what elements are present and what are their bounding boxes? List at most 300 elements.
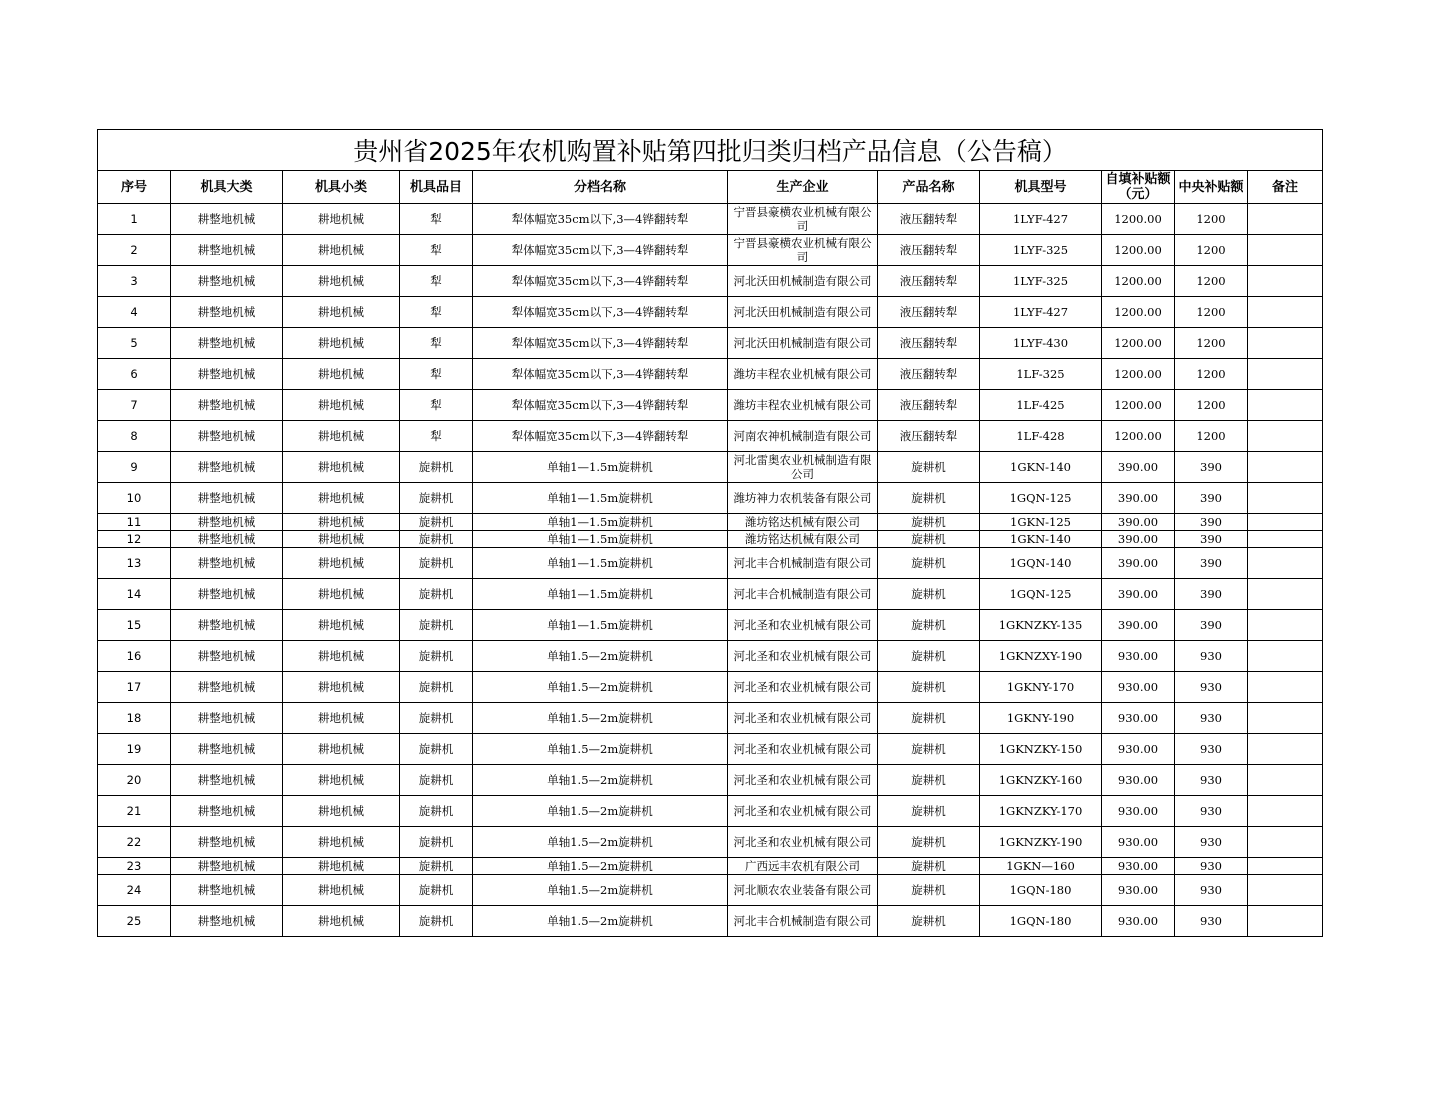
cell-subcategory: 耕地机械 (283, 827, 400, 858)
table-row (98, 297, 1323, 328)
cell-item: 旋耕机 (400, 531, 473, 548)
cell-note (1248, 672, 1323, 703)
cell-product: 液压翻转犁 (878, 421, 980, 452)
cell-self-subsidy: 1200.00 (1102, 204, 1175, 235)
table-row (98, 452, 1323, 483)
cell-item: 旋耕机 (400, 672, 473, 703)
cell-self-subsidy: 930.00 (1102, 703, 1175, 734)
cell-central-subsidy: 930 (1175, 796, 1248, 827)
cell-item: 旋耕机 (400, 703, 473, 734)
cell-grade: 单轴1—1.5m旋耕机 (473, 483, 728, 514)
cell-central-subsidy: 390 (1175, 548, 1248, 579)
cell-maker: 河北圣和农业机械有限公司 (728, 610, 878, 641)
table-row (98, 672, 1323, 703)
cell-note (1248, 734, 1323, 765)
cell-no: 6 (98, 359, 171, 390)
cell-grade: 单轴1—1.5m旋耕机 (473, 610, 728, 641)
cell-subcategory: 耕地机械 (283, 204, 400, 235)
document-sheet (97, 129, 1322, 937)
cell-subcategory: 耕地机械 (283, 734, 400, 765)
cell-subcategory: 耕地机械 (283, 421, 400, 452)
cell-maker: 潍坊丰程农业机械有限公司 (728, 390, 878, 421)
cell-central-subsidy: 1200 (1175, 328, 1248, 359)
cell-maker: 河北圣和农业机械有限公司 (728, 796, 878, 827)
cell-no: 25 (98, 906, 171, 937)
cell-no: 21 (98, 796, 171, 827)
cell-product: 旋耕机 (878, 610, 980, 641)
cell-note (1248, 452, 1323, 483)
cell-subcategory: 耕地机械 (283, 579, 400, 610)
cell-note (1248, 827, 1323, 858)
header-central-subsidy: 中央补贴额 (1175, 171, 1248, 204)
cell-subcategory: 耕地机械 (283, 266, 400, 297)
table-row (98, 610, 1323, 641)
cell-product: 旋耕机 (878, 641, 980, 672)
cell-subcategory: 耕地机械 (283, 875, 400, 906)
cell-product: 旋耕机 (878, 672, 980, 703)
table-row (98, 579, 1323, 610)
cell-item: 犁 (400, 235, 473, 266)
cell-central-subsidy: 390 (1175, 531, 1248, 548)
cell-grade: 单轴1.5—2m旋耕机 (473, 875, 728, 906)
cell-note (1248, 906, 1323, 937)
cell-product: 旋耕机 (878, 734, 980, 765)
cell-maker: 河北圣和农业机械有限公司 (728, 703, 878, 734)
cell-grade: 单轴1—1.5m旋耕机 (473, 579, 728, 610)
cell-no: 16 (98, 641, 171, 672)
table-row (98, 483, 1323, 514)
cell-item: 犁 (400, 328, 473, 359)
cell-subcategory: 耕地机械 (283, 610, 400, 641)
header-note: 备注 (1248, 171, 1323, 204)
cell-grade: 犁体幅宽35cm以下,3—4铧翻转犁 (473, 328, 728, 359)
cell-model: 1GKN—160 (980, 858, 1102, 875)
cell-model: 1GKNZKY-170 (980, 796, 1102, 827)
cell-central-subsidy: 1200 (1175, 421, 1248, 452)
table-row (98, 875, 1323, 906)
cell-subcategory: 耕地机械 (283, 703, 400, 734)
cell-no: 4 (98, 297, 171, 328)
cell-note (1248, 483, 1323, 514)
table-row (98, 765, 1323, 796)
cell-category: 耕整地机械 (171, 390, 283, 421)
cell-central-subsidy: 1200 (1175, 204, 1248, 235)
cell-central-subsidy: 1200 (1175, 390, 1248, 421)
cell-item: 旋耕机 (400, 734, 473, 765)
cell-category: 耕整地机械 (171, 297, 283, 328)
cell-no: 13 (98, 548, 171, 579)
cell-category: 耕整地机械 (171, 906, 283, 937)
header-self-subsidy: 自填补贴额（元） (1102, 171, 1175, 204)
cell-grade: 犁体幅宽35cm以下,3—4铧翻转犁 (473, 421, 728, 452)
cell-item: 旋耕机 (400, 906, 473, 937)
cell-grade: 单轴1.5—2m旋耕机 (473, 734, 728, 765)
cell-self-subsidy: 930.00 (1102, 906, 1175, 937)
cell-self-subsidy: 930.00 (1102, 734, 1175, 765)
cell-maker: 河南农神机械制造有限公司 (728, 421, 878, 452)
cell-model: 1GQN-180 (980, 875, 1102, 906)
table-row (98, 266, 1323, 297)
cell-product: 液压翻转犁 (878, 204, 980, 235)
cell-self-subsidy: 930.00 (1102, 641, 1175, 672)
cell-category: 耕整地机械 (171, 266, 283, 297)
cell-central-subsidy: 390 (1175, 514, 1248, 531)
cell-subcategory: 耕地机械 (283, 858, 400, 875)
cell-central-subsidy: 1200 (1175, 297, 1248, 328)
cell-item: 犁 (400, 359, 473, 390)
header-grade: 分档名称 (473, 171, 728, 204)
cell-central-subsidy: 930 (1175, 765, 1248, 796)
cell-no: 8 (98, 421, 171, 452)
cell-grade: 犁体幅宽35cm以下,3—4铧翻转犁 (473, 359, 728, 390)
cell-subcategory: 耕地机械 (283, 452, 400, 483)
cell-central-subsidy: 930 (1175, 703, 1248, 734)
cell-subcategory: 耕地机械 (283, 641, 400, 672)
cell-no: 14 (98, 579, 171, 610)
cell-self-subsidy: 930.00 (1102, 875, 1175, 906)
cell-item: 旋耕机 (400, 579, 473, 610)
cell-central-subsidy: 930 (1175, 906, 1248, 937)
cell-self-subsidy: 390.00 (1102, 610, 1175, 641)
cell-product: 旋耕机 (878, 514, 980, 531)
table-row (98, 421, 1323, 452)
cell-central-subsidy: 930 (1175, 858, 1248, 875)
cell-item: 犁 (400, 297, 473, 328)
cell-note (1248, 579, 1323, 610)
cell-subcategory: 耕地机械 (283, 328, 400, 359)
cell-subcategory: 耕地机械 (283, 359, 400, 390)
cell-maker: 河北圣和农业机械有限公司 (728, 734, 878, 765)
cell-self-subsidy: 390.00 (1102, 579, 1175, 610)
cell-category: 耕整地机械 (171, 610, 283, 641)
cell-item: 旋耕机 (400, 452, 473, 483)
cell-note (1248, 421, 1323, 452)
cell-product: 液压翻转犁 (878, 235, 980, 266)
table-row (98, 204, 1323, 235)
cell-model: 1GKNZKY-150 (980, 734, 1102, 765)
cell-item: 犁 (400, 266, 473, 297)
cell-subcategory: 耕地机械 (283, 672, 400, 703)
cell-maker: 河北顺农农业装备有限公司 (728, 875, 878, 906)
cell-product: 旋耕机 (878, 703, 980, 734)
cell-self-subsidy: 930.00 (1102, 858, 1175, 875)
cell-model: 1GQN-125 (980, 579, 1102, 610)
cell-note (1248, 875, 1323, 906)
cell-self-subsidy: 930.00 (1102, 796, 1175, 827)
cell-subcategory: 耕地机械 (283, 235, 400, 266)
cell-grade: 单轴1—1.5m旋耕机 (473, 514, 728, 531)
table-row (98, 858, 1323, 875)
cell-model: 1LF-425 (980, 390, 1102, 421)
cell-category: 耕整地机械 (171, 734, 283, 765)
cell-maker: 河北雷奥农业机械制造有限公司 (728, 452, 878, 483)
cell-maker: 河北丰合机械制造有限公司 (728, 579, 878, 610)
cell-maker: 潍坊丰程农业机械有限公司 (728, 359, 878, 390)
cell-model: 1LF-325 (980, 359, 1102, 390)
cell-self-subsidy: 390.00 (1102, 531, 1175, 548)
cell-item: 旋耕机 (400, 765, 473, 796)
cell-product: 旋耕机 (878, 579, 980, 610)
table-row (98, 548, 1323, 579)
cell-no: 7 (98, 390, 171, 421)
cell-item: 旋耕机 (400, 514, 473, 531)
header-item: 机具品目 (400, 171, 473, 204)
document-title: 贵州省2025年农机购置补贴第四批归类归档产品信息（公告稿） (98, 130, 1323, 171)
cell-product: 液压翻转犁 (878, 390, 980, 421)
cell-note (1248, 297, 1323, 328)
cell-product: 液压翻转犁 (878, 297, 980, 328)
cell-self-subsidy: 1200.00 (1102, 390, 1175, 421)
table-row (98, 390, 1323, 421)
cell-product: 旋耕机 (878, 548, 980, 579)
cell-self-subsidy: 930.00 (1102, 765, 1175, 796)
cell-self-subsidy: 1200.00 (1102, 421, 1175, 452)
cell-grade: 单轴1.5—2m旋耕机 (473, 765, 728, 796)
header-row (98, 171, 1323, 204)
cell-grade: 单轴1—1.5m旋耕机 (473, 531, 728, 548)
cell-model: 1GKNZKY-135 (980, 610, 1102, 641)
header-subcategory: 机具小类 (283, 171, 400, 204)
cell-maker: 河北圣和农业机械有限公司 (728, 827, 878, 858)
cell-note (1248, 765, 1323, 796)
cell-no: 24 (98, 875, 171, 906)
cell-grade: 单轴1.5—2m旋耕机 (473, 906, 728, 937)
table-row (98, 906, 1323, 937)
cell-note (1248, 514, 1323, 531)
cell-central-subsidy: 930 (1175, 734, 1248, 765)
cell-category: 耕整地机械 (171, 328, 283, 359)
cell-self-subsidy: 930.00 (1102, 827, 1175, 858)
cell-subcategory: 耕地机械 (283, 906, 400, 937)
cell-note (1248, 328, 1323, 359)
cell-category: 耕整地机械 (171, 672, 283, 703)
table-row (98, 531, 1323, 548)
cell-grade: 单轴1—1.5m旋耕机 (473, 452, 728, 483)
cell-category: 耕整地机械 (171, 421, 283, 452)
cell-grade: 单轴1.5—2m旋耕机 (473, 858, 728, 875)
cell-item: 旋耕机 (400, 610, 473, 641)
cell-self-subsidy: 930.00 (1102, 672, 1175, 703)
table-body (98, 204, 1323, 937)
cell-grade: 单轴1.5—2m旋耕机 (473, 641, 728, 672)
cell-model: 1GQN-140 (980, 548, 1102, 579)
cell-item: 旋耕机 (400, 875, 473, 906)
cell-no: 15 (98, 610, 171, 641)
cell-model: 1GKNZXY-190 (980, 641, 1102, 672)
cell-central-subsidy: 390 (1175, 452, 1248, 483)
cell-no: 23 (98, 858, 171, 875)
cell-product: 液压翻转犁 (878, 359, 980, 390)
cell-maker: 宁晋县豪横农业机械有限公司 (728, 235, 878, 266)
cell-subcategory: 耕地机械 (283, 390, 400, 421)
cell-grade: 犁体幅宽35cm以下,3—4铧翻转犁 (473, 204, 728, 235)
cell-category: 耕整地机械 (171, 531, 283, 548)
cell-maker: 河北沃田机械制造有限公司 (728, 297, 878, 328)
cell-maker: 潍坊铭达机械有限公司 (728, 514, 878, 531)
table-row (98, 514, 1323, 531)
cell-note (1248, 641, 1323, 672)
table-row (98, 359, 1323, 390)
table-row (98, 641, 1323, 672)
cell-maker: 潍坊铭达机械有限公司 (728, 531, 878, 548)
cell-note (1248, 610, 1323, 641)
cell-grade: 单轴1.5—2m旋耕机 (473, 672, 728, 703)
table-row (98, 703, 1323, 734)
cell-note (1248, 531, 1323, 548)
cell-maker: 河北沃田机械制造有限公司 (728, 266, 878, 297)
cell-category: 耕整地机械 (171, 827, 283, 858)
cell-central-subsidy: 1200 (1175, 359, 1248, 390)
header-product: 产品名称 (878, 171, 980, 204)
cell-item: 旋耕机 (400, 548, 473, 579)
cell-item: 犁 (400, 390, 473, 421)
cell-central-subsidy: 390 (1175, 579, 1248, 610)
cell-model: 1GQN-125 (980, 483, 1102, 514)
cell-maker: 河北沃田机械制造有限公司 (728, 328, 878, 359)
cell-self-subsidy: 390.00 (1102, 483, 1175, 514)
cell-maker: 潍坊神力农机装备有限公司 (728, 483, 878, 514)
cell-subcategory: 耕地机械 (283, 765, 400, 796)
cell-maker: 河北丰合机械制造有限公司 (728, 548, 878, 579)
cell-grade: 单轴1.5—2m旋耕机 (473, 703, 728, 734)
cell-central-subsidy: 930 (1175, 827, 1248, 858)
cell-no: 20 (98, 765, 171, 796)
cell-grade: 犁体幅宽35cm以下,3—4铧翻转犁 (473, 266, 728, 297)
cell-no: 12 (98, 531, 171, 548)
cell-model: 1LYF-427 (980, 297, 1102, 328)
cell-note (1248, 266, 1323, 297)
cell-no: 9 (98, 452, 171, 483)
cell-grade: 犁体幅宽35cm以下,3—4铧翻转犁 (473, 235, 728, 266)
cell-subcategory: 耕地机械 (283, 483, 400, 514)
cell-no: 5 (98, 328, 171, 359)
cell-item: 犁 (400, 204, 473, 235)
cell-model: 1LYF-430 (980, 328, 1102, 359)
cell-grade: 犁体幅宽35cm以下,3—4铧翻转犁 (473, 390, 728, 421)
cell-item: 犁 (400, 421, 473, 452)
cell-product: 旋耕机 (878, 765, 980, 796)
cell-note (1248, 204, 1323, 235)
cell-item: 旋耕机 (400, 641, 473, 672)
cell-model: 1LYF-325 (980, 235, 1102, 266)
cell-model: 1GKN-140 (980, 531, 1102, 548)
cell-category: 耕整地机械 (171, 765, 283, 796)
cell-model: 1GKN-125 (980, 514, 1102, 531)
cell-central-subsidy: 390 (1175, 610, 1248, 641)
cell-model: 1GQN-180 (980, 906, 1102, 937)
cell-product: 旋耕机 (878, 906, 980, 937)
cell-note (1248, 796, 1323, 827)
cell-maker: 河北圣和农业机械有限公司 (728, 672, 878, 703)
cell-note (1248, 548, 1323, 579)
cell-model: 1GKNY-190 (980, 703, 1102, 734)
table-row (98, 328, 1323, 359)
cell-model: 1LYF-325 (980, 266, 1102, 297)
cell-no: 22 (98, 827, 171, 858)
cell-model: 1LF-428 (980, 421, 1102, 452)
cell-item: 旋耕机 (400, 796, 473, 827)
header-maker: 生产企业 (728, 171, 878, 204)
cell-model: 1GKNZKY-190 (980, 827, 1102, 858)
cell-product: 液压翻转犁 (878, 266, 980, 297)
cell-central-subsidy: 1200 (1175, 235, 1248, 266)
cell-item: 旋耕机 (400, 858, 473, 875)
cell-central-subsidy: 1200 (1175, 266, 1248, 297)
cell-central-subsidy: 930 (1175, 875, 1248, 906)
cell-subcategory: 耕地机械 (283, 796, 400, 827)
cell-category: 耕整地机械 (171, 359, 283, 390)
cell-self-subsidy: 390.00 (1102, 452, 1175, 483)
cell-no: 1 (98, 204, 171, 235)
table-row (98, 235, 1323, 266)
cell-central-subsidy: 390 (1175, 483, 1248, 514)
cell-maker: 河北圣和农业机械有限公司 (728, 765, 878, 796)
table-row (98, 827, 1323, 858)
cell-grade: 单轴1.5—2m旋耕机 (473, 827, 728, 858)
cell-self-subsidy: 1200.00 (1102, 235, 1175, 266)
cell-no: 18 (98, 703, 171, 734)
cell-category: 耕整地机械 (171, 579, 283, 610)
cell-self-subsidy: 1200.00 (1102, 266, 1175, 297)
cell-maker: 河北丰合机械制造有限公司 (728, 906, 878, 937)
cell-model: 1GKNY-170 (980, 672, 1102, 703)
cell-no: 11 (98, 514, 171, 531)
cell-category: 耕整地机械 (171, 514, 283, 531)
cell-note (1248, 858, 1323, 875)
cell-category: 耕整地机械 (171, 796, 283, 827)
cell-grade: 单轴1—1.5m旋耕机 (473, 548, 728, 579)
cell-product: 旋耕机 (878, 796, 980, 827)
cell-category: 耕整地机械 (171, 641, 283, 672)
cell-subcategory: 耕地机械 (283, 531, 400, 548)
cell-subcategory: 耕地机械 (283, 548, 400, 579)
cell-self-subsidy: 390.00 (1102, 548, 1175, 579)
cell-category: 耕整地机械 (171, 548, 283, 579)
cell-category: 耕整地机械 (171, 483, 283, 514)
cell-self-subsidy: 390.00 (1102, 514, 1175, 531)
cell-note (1248, 235, 1323, 266)
header-category: 机具大类 (171, 171, 283, 204)
cell-item: 旋耕机 (400, 483, 473, 514)
cell-item: 旋耕机 (400, 827, 473, 858)
cell-no: 2 (98, 235, 171, 266)
cell-grade: 犁体幅宽35cm以下,3—4铧翻转犁 (473, 297, 728, 328)
cell-category: 耕整地机械 (171, 875, 283, 906)
cell-category: 耕整地机械 (171, 235, 283, 266)
cell-category: 耕整地机械 (171, 204, 283, 235)
cell-note (1248, 703, 1323, 734)
product-table (97, 129, 1323, 937)
cell-category: 耕整地机械 (171, 452, 283, 483)
cell-product: 旋耕机 (878, 875, 980, 906)
table-row (98, 796, 1323, 827)
cell-note (1248, 390, 1323, 421)
cell-self-subsidy: 1200.00 (1102, 297, 1175, 328)
cell-no: 17 (98, 672, 171, 703)
cell-category: 耕整地机械 (171, 858, 283, 875)
cell-product: 旋耕机 (878, 858, 980, 875)
cell-model: 1GKNZKY-160 (980, 765, 1102, 796)
cell-central-subsidy: 930 (1175, 672, 1248, 703)
cell-model: 1GKN-140 (980, 452, 1102, 483)
cell-product: 旋耕机 (878, 531, 980, 548)
cell-maker: 宁晋县豪横农业机械有限公司 (728, 204, 878, 235)
header-no: 序号 (98, 171, 171, 204)
header-model: 机具型号 (980, 171, 1102, 204)
cell-product: 液压翻转犁 (878, 328, 980, 359)
cell-product: 旋耕机 (878, 483, 980, 514)
cell-note (1248, 359, 1323, 390)
